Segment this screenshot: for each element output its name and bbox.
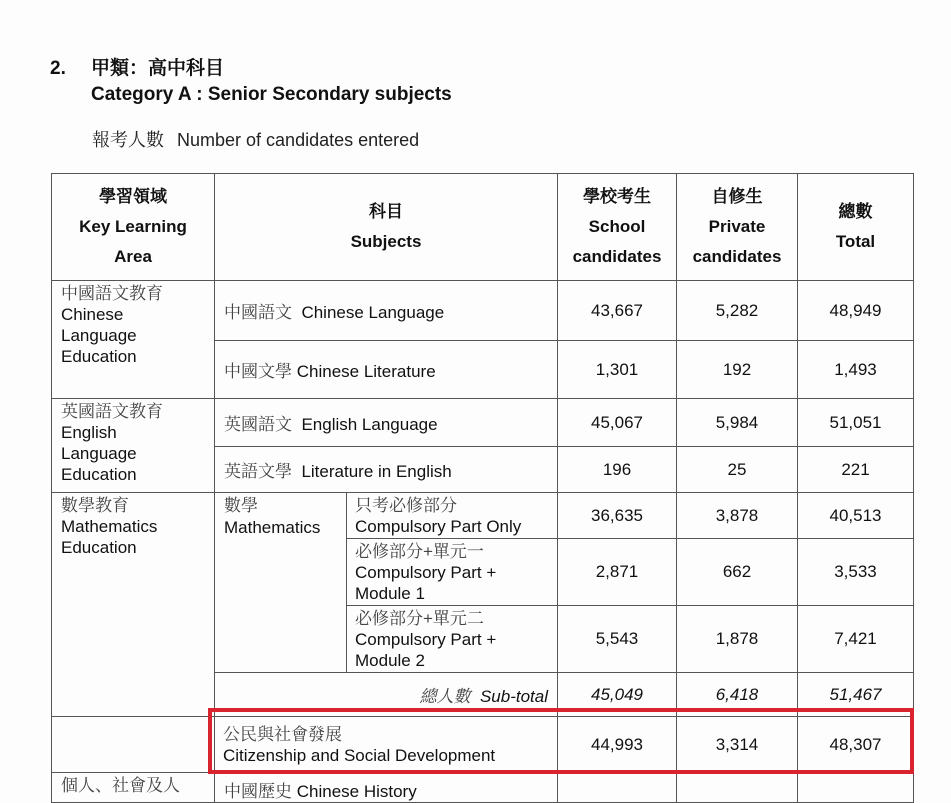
total-count: 48,307 bbox=[798, 717, 914, 773]
table-row bbox=[52, 281, 914, 341]
total-count: 1,493 bbox=[798, 341, 914, 399]
school-count: 44,993 bbox=[558, 717, 677, 773]
private-count: 3,878 bbox=[677, 493, 798, 539]
private-count: 3,314 bbox=[677, 717, 798, 773]
kla-empty bbox=[52, 717, 215, 773]
kla-english: 英國語文教育 English Language Education bbox=[52, 399, 215, 493]
header-private: 自修生 Private candidates bbox=[677, 174, 798, 281]
school-subtotal: 45,049 bbox=[558, 673, 677, 717]
table-row-partial bbox=[52, 773, 914, 803]
total-subtotal: 51,467 bbox=[798, 673, 914, 717]
private-subtotal: 6,418 bbox=[677, 673, 798, 717]
total-count: 48,949 bbox=[798, 281, 914, 341]
header-kla: 學習領域 Key Learning Area bbox=[52, 174, 215, 281]
math-module-1: 必修部分+單元一 Compulsory Part + Module 1 bbox=[347, 539, 558, 606]
total-count: 221 bbox=[798, 447, 914, 493]
total-count: 7,421 bbox=[798, 606, 914, 673]
kla-personal: 個人、社會及人 bbox=[52, 773, 215, 803]
header-subjects: 科目 Subjects bbox=[215, 174, 558, 281]
subject-chinese-literature: 中國文學 Chinese Literature bbox=[215, 341, 558, 399]
math-module-2: 必修部分+單元二 Compulsory Part + Module 2 bbox=[347, 606, 558, 673]
subtotal-label: 總人數 Sub-total bbox=[215, 673, 558, 717]
private-count: 5,282 bbox=[677, 281, 798, 341]
private-count: 25 bbox=[677, 447, 798, 493]
private-count: 192 bbox=[677, 341, 798, 399]
subject-csd: 公民與社會發展 Citizenship and Social Development bbox=[215, 717, 558, 773]
school-count: 1,301 bbox=[558, 341, 677, 399]
kla-chinese: 中國語文教育 Chinese Language Education bbox=[52, 281, 215, 399]
subject-mathematics: 數學 Mathematics bbox=[215, 493, 347, 673]
school-count: 36,635 bbox=[558, 493, 677, 539]
school-count: 43,667 bbox=[558, 281, 677, 341]
private-count: 662 bbox=[677, 539, 798, 606]
subject-chinese-language: 中國語文 Chinese Language bbox=[215, 281, 558, 341]
total-count: 51,051 bbox=[798, 399, 914, 447]
school-count: 2,871 bbox=[558, 539, 677, 606]
total-count: 3,533 bbox=[798, 539, 914, 606]
private-count: 5,984 bbox=[677, 399, 798, 447]
kla-math: 數學教育 Mathematics Education bbox=[52, 493, 215, 717]
section-title-zh: 甲類：高中科目 bbox=[91, 58, 225, 79]
candidates-caption bbox=[92, 126, 419, 152]
subject-chinese-history: 中國歷史 Chinese History bbox=[215, 773, 558, 803]
school-count: 5,543 bbox=[558, 606, 677, 673]
header-school: 學校考生 School candidates bbox=[558, 174, 677, 281]
total-count: 40,513 bbox=[798, 493, 914, 539]
section-title-en: Category A : Senior Secondary subjects bbox=[91, 84, 452, 105]
subject-english-language: 英國語文 English Language bbox=[215, 399, 558, 447]
school-count: 45,067 bbox=[558, 399, 677, 447]
table-row bbox=[52, 399, 914, 447]
math-compulsory-part: 只考必修部分 Compulsory Part Only bbox=[347, 493, 558, 539]
caption-en: Number of candidates entered bbox=[177, 130, 420, 150]
highlight-box bbox=[208, 708, 914, 774]
subject-literature-in-english: 英語文學 Literature in English bbox=[215, 447, 558, 493]
section-number: 2. bbox=[50, 58, 66, 79]
private-count: 1,878 bbox=[677, 606, 798, 673]
school-count: 196 bbox=[558, 447, 677, 493]
header-total: 總數 Total bbox=[798, 174, 914, 281]
table-row bbox=[52, 493, 914, 539]
header-row bbox=[52, 174, 914, 281]
caption-zh: 報考人數 bbox=[92, 130, 164, 150]
